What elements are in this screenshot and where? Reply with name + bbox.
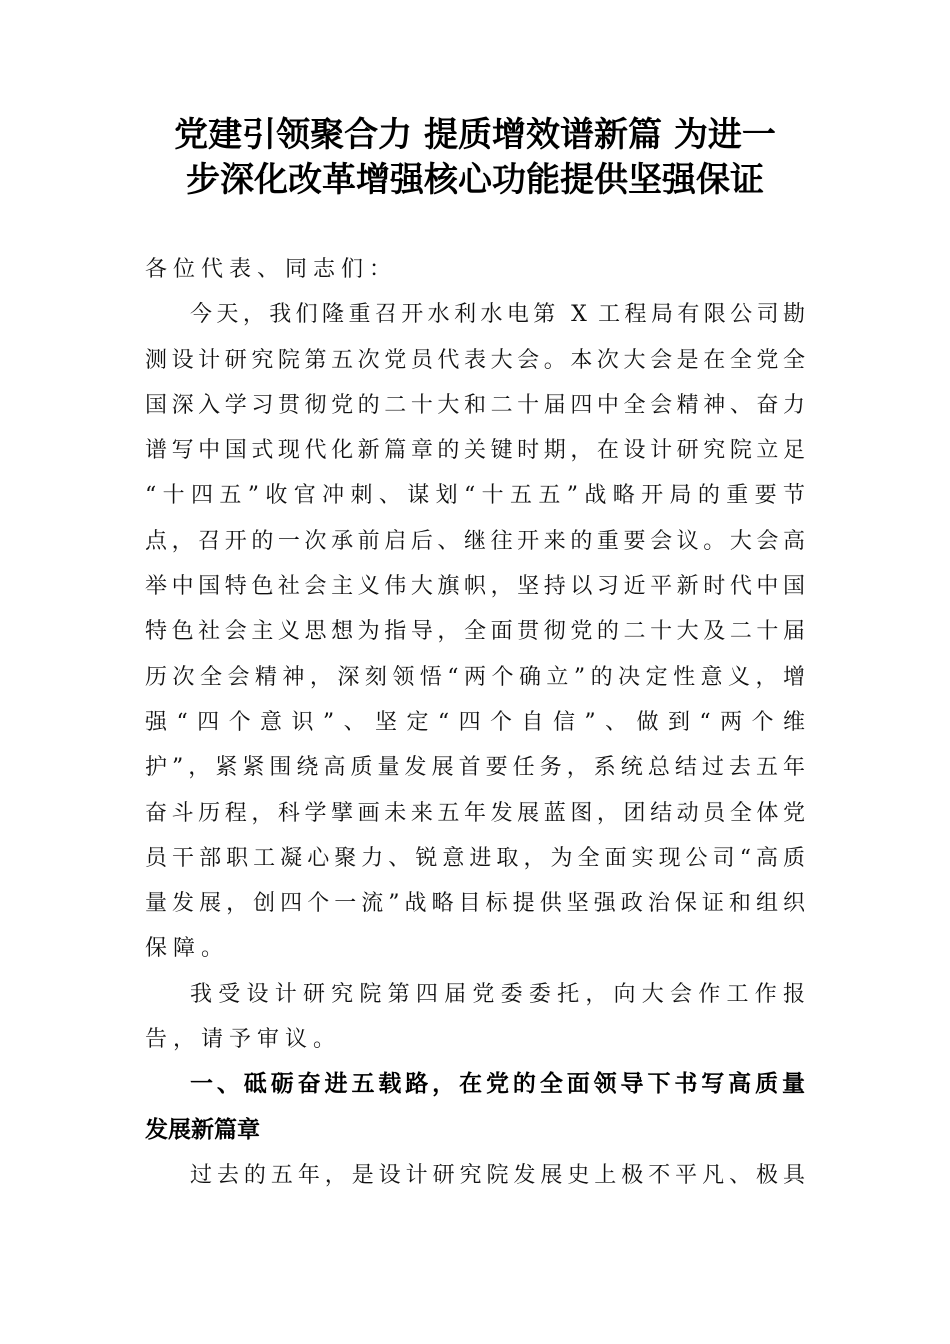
text-line: “十四五”收官冲刺、谋划“十五五”战略开局的重要节 [145, 483, 805, 509]
text-line: 测设计研究院第五次党员代表大会。本次大会是在全党全 [145, 347, 805, 373]
heading-line: 一、砥砺奋进五载路，在党的全面领导下书写高质量 [190, 1071, 805, 1098]
text-line: 强“四个意识”、坚定“四个自信”、做到“两个维 [145, 709, 805, 735]
section-heading [145, 1062, 805, 1153]
title-line: 党建引领聚合力 提质增效谱新篇 为进一 [174, 115, 776, 155]
text-line: 告，请予审议。 [145, 1027, 342, 1053]
paragraph-report [145, 972, 805, 1063]
document-title [145, 113, 805, 203]
paragraph-section-one [145, 1153, 805, 1198]
text-line: 特色社会主义思想为指导，全面贯彻党的二十大及二十届 [145, 619, 805, 645]
text-line: 过去的五年，是设计研究院发展史上极不平凡、极具 [190, 1162, 805, 1188]
paragraph-intro [145, 292, 805, 971]
text-line: 历次全会精神，深刻领悟“两个确立”的决定性意义，增 [145, 664, 805, 690]
text-line: 谱写中国式现代化新篇章的关键时期，在设计研究院立足 [145, 438, 805, 464]
text-line: 举中国特色社会主义伟大旗帜，坚持以习近平新时代中国 [145, 574, 805, 600]
text-line: 奋斗历程，科学擘画未来五年发展蓝图，团结动员全体党 [145, 800, 805, 826]
text-line: 今天，我们隆重召开水利水电第 X 工程局有限公司勘 [190, 302, 805, 328]
heading-line: 发展新篇章 [145, 1116, 260, 1143]
text-line: 员干部职工凝心聚力、锐意进取，为全面实现公司“高质 [145, 845, 805, 871]
text-line: 护”，紧紧围绕高质量发展首要任务，系统总结过去五年 [145, 755, 805, 781]
text-line: 国深入学习贯彻党的二十大和二十届四中全会精神、奋力 [145, 392, 805, 418]
document-body [145, 247, 805, 1198]
title-line: 步深化改革增强核心功能提供坚强保证 [186, 160, 764, 200]
text-line: 量发展，创四个一流”战略目标提供坚强政治保证和组织 [145, 891, 805, 917]
text-line: 我受设计研究院第四届党委委托，向大会作工作报 [190, 981, 805, 1007]
greeting: 各位代表、同志们： [145, 257, 398, 282]
text-line: 保障。 [145, 936, 230, 962]
text-line: 点，召开的一次承前启后、继往开来的重要会议。大会高 [145, 528, 805, 554]
